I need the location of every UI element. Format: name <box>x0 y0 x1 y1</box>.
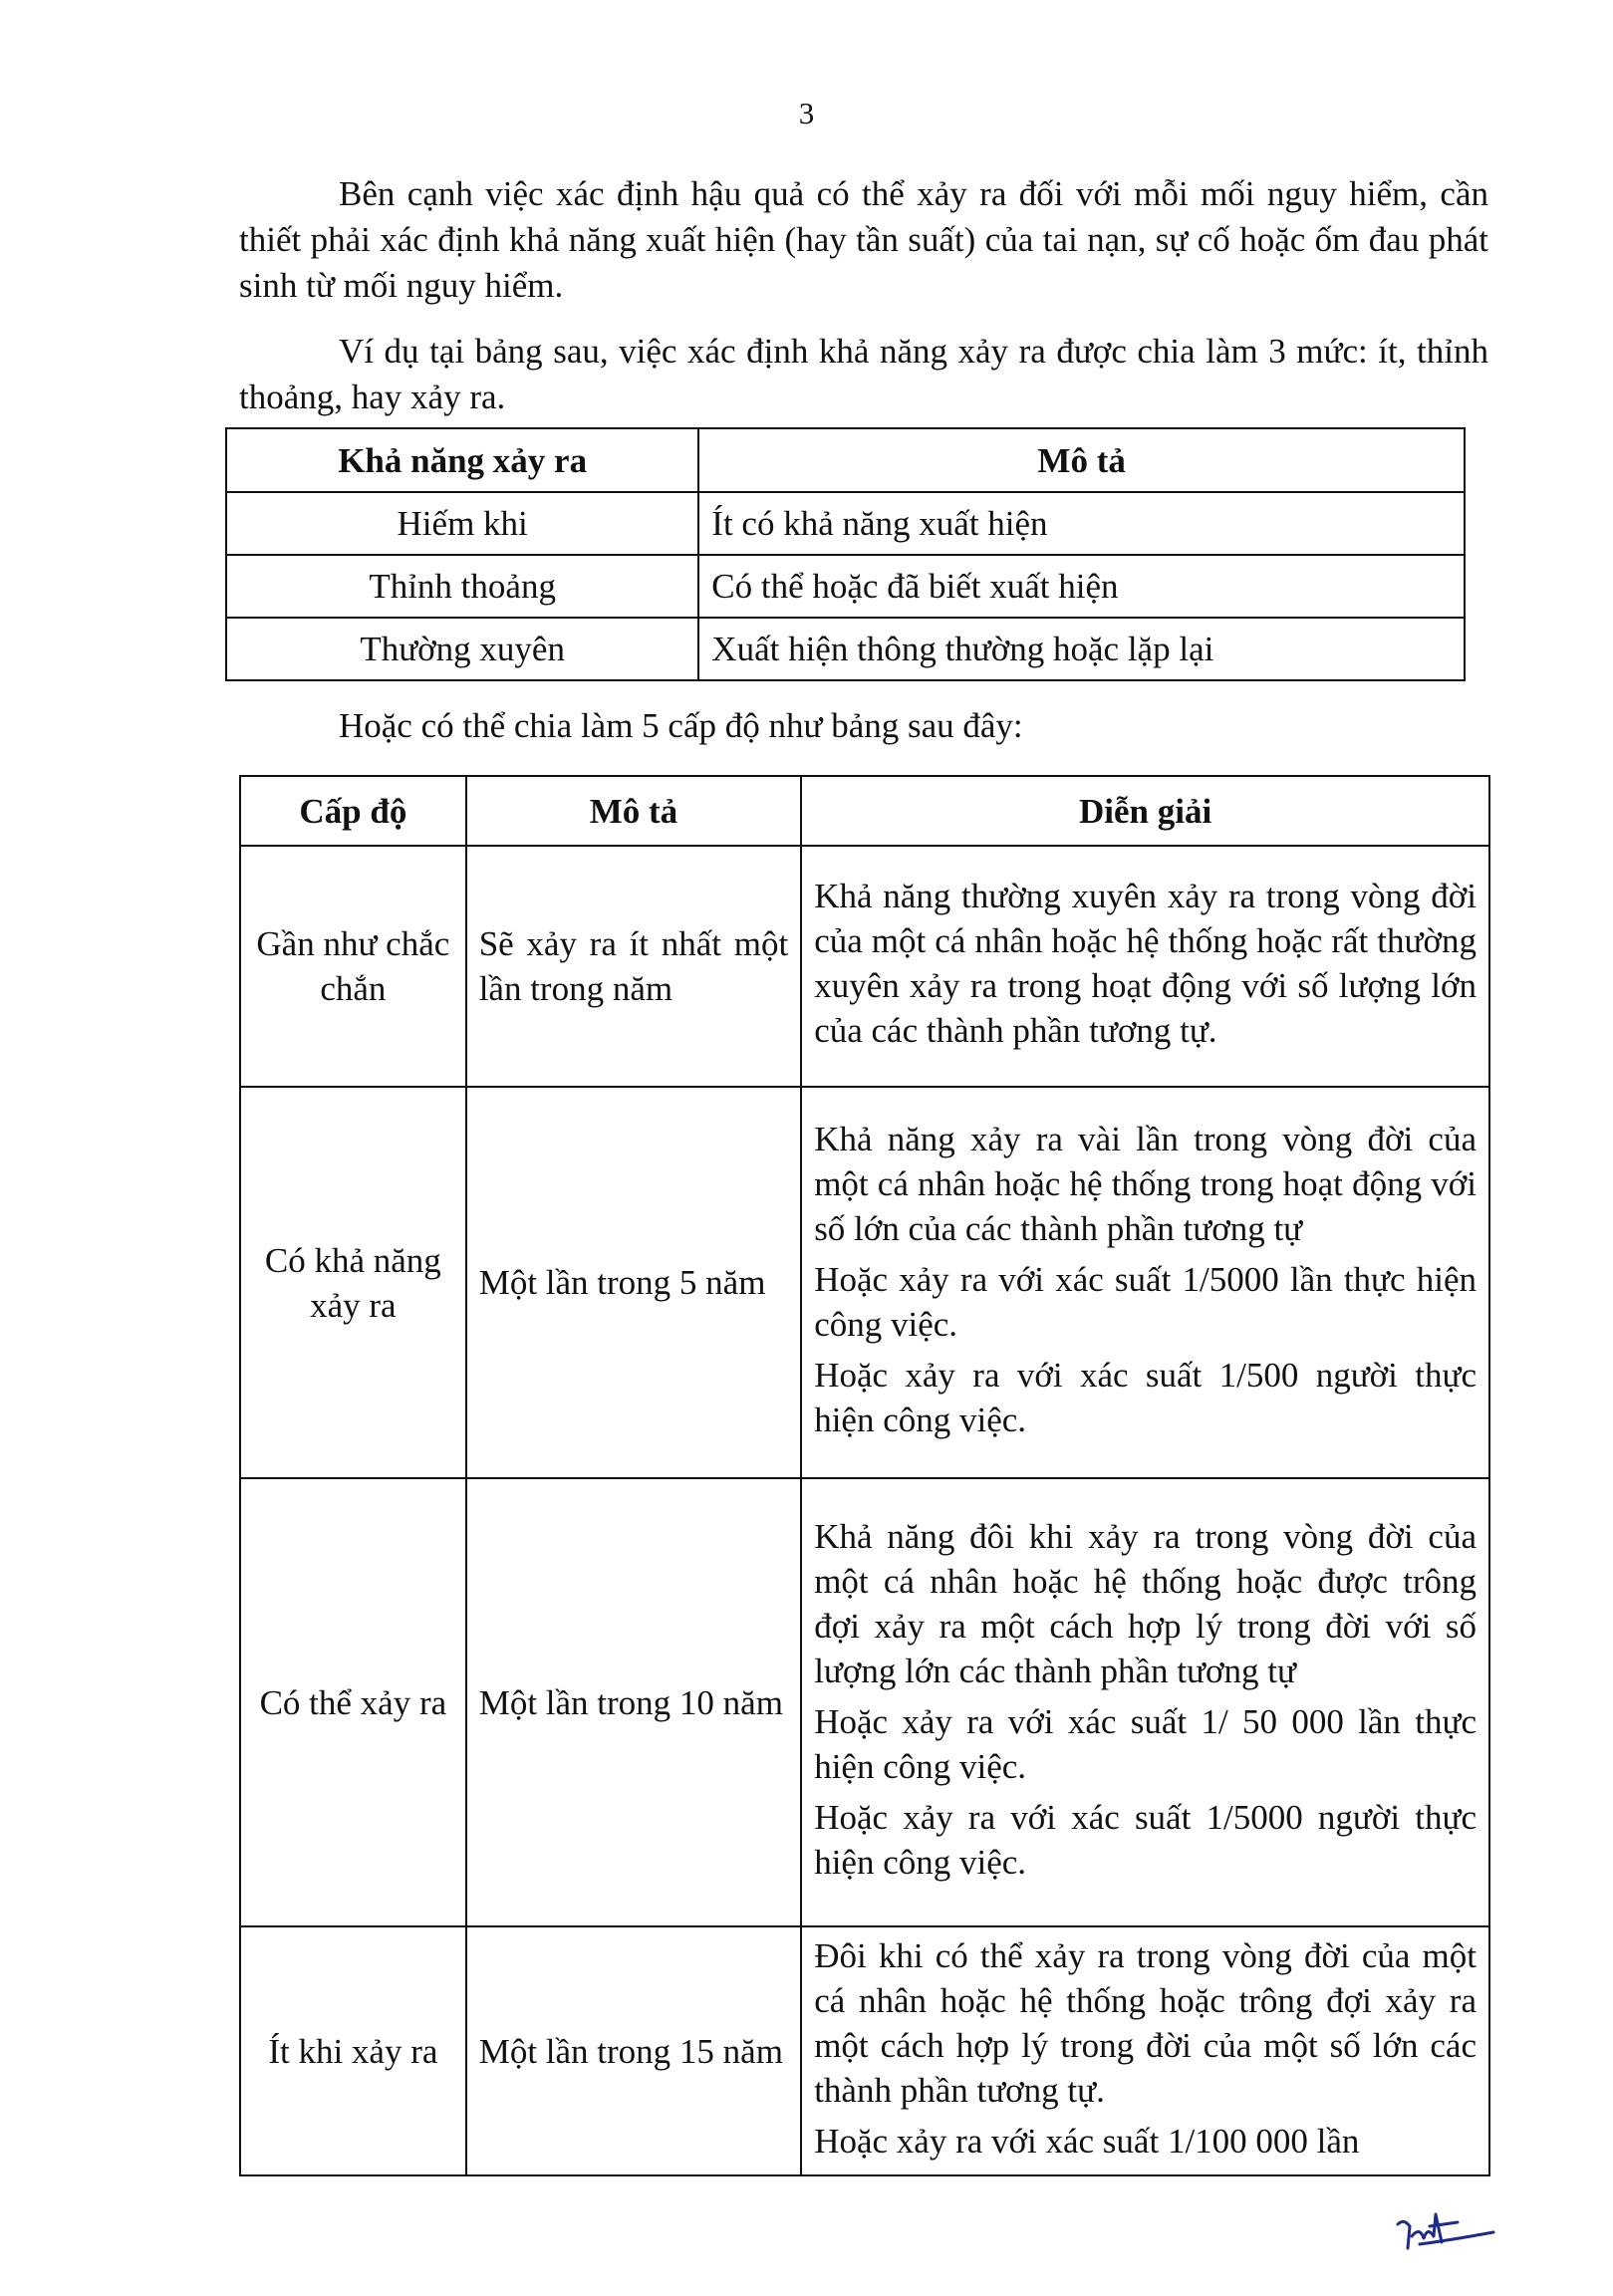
table-row <box>240 1926 1489 2175</box>
description-cell: Sẽ xảy ra ít nhất một lần trong năm <box>466 846 801 1087</box>
column-header-description: Mô tả <box>698 428 1465 492</box>
description-cell: Một lần trong 15 năm <box>466 1926 801 2175</box>
likelihood-cell: Hiếm khi <box>226 492 698 555</box>
explanation-text: Khả năng thường xuyên xảy ra trong vòng đời của một cá nhân hoặc hệ thống hoặc rất thường xuyên xảy ra trong hoạt động với số lượng lớn của các thành phần tương tự. <box>814 877 1477 1050</box>
description-cell: Một lần trong 10 năm <box>466 1478 801 1926</box>
column-header-description: Mô tả <box>466 776 801 846</box>
paragraph-five-levels <box>239 703 1488 749</box>
explanation-text: Hoặc xảy ra với xác suất 1/ 50 000 lần thực hiện công việc. <box>814 1702 1477 1786</box>
description-cell: Ít có khả năng xuất hiện <box>698 492 1465 555</box>
explanation-cell <box>801 846 1489 1087</box>
description-cell: Xuất hiện thông thường hoặc lặp lại <box>698 618 1465 680</box>
level-cell: Ít khi xảy ra <box>240 1926 466 2175</box>
explanation-text: Hoặc xảy ra với xác suất 1/5000 người thực hiện công việc. <box>814 1798 1477 1882</box>
column-header-likelihood: Khả năng xảy ra <box>226 428 698 492</box>
table-header-row <box>240 776 1489 846</box>
explanation-cell <box>801 1087 1489 1478</box>
explanation-text: Khả năng đôi khi xảy ra trong vòng đời của một cá nhân hoặc hệ thống hoặc được trông đợi xảy ra một cách hợp lý trong đời với số lượng lớn các thành phần tương tự <box>814 1517 1477 1690</box>
column-header-explanation: Diễn giải <box>801 776 1489 846</box>
handwritten-initials <box>1390 2196 1499 2256</box>
table-row <box>240 1087 1489 1478</box>
column-header-level: Cấp độ <box>240 776 466 846</box>
paragraph-three-levels <box>239 329 1488 420</box>
table-row <box>226 555 1465 618</box>
paragraph-text: Hoặc có thể chia làm 5 cấp độ như bảng sau đây: <box>339 706 1023 745</box>
level-cell: Có khả năng xảy ra <box>240 1087 466 1478</box>
explanation-text: Khả năng xảy ra vài lần trong vòng đời của một cá nhân hoặc hệ thống trong hoạt động với số lớn của các thành phần tương tự <box>814 1120 1477 1248</box>
explanation-text: Hoặc xảy ra với xác suất 1/5000 lần thực hiện công việc. <box>814 1260 1477 1344</box>
explanation-text: Hoặc xảy ra với xác suất 1/100 000 lần <box>814 2121 1360 2161</box>
table-row <box>226 618 1465 680</box>
paragraph-text: Bên cạnh việc xác định hậu quả có thể xảy ra đối với mỗi mối nguy hiểm, cần thiết phải xác định khả năng xuất hiện (hay tần suất) của tai nạn, sự cố hoặc ốm đau phát sinh từ mối nguy hiểm. <box>239 174 1488 305</box>
paragraph-consequence-likelihood <box>239 171 1488 309</box>
likelihood-cell: Thỉnh thoảng <box>226 555 698 618</box>
table-row <box>226 492 1465 555</box>
explanation-text: Đôi khi có thể xảy ra trong vòng đời của một cá nhân hoặc hệ thống hoặc trông đợi xảy ra một cách hợp lý trong đời của một số lớn các thành phần tương tự. <box>814 1935 1477 2110</box>
likelihood-3-level-table <box>225 427 1466 681</box>
table-row <box>240 1478 1489 1926</box>
likelihood-cell: Thường xuyên <box>226 618 698 680</box>
table-row <box>240 846 1489 1087</box>
table-header-row <box>226 428 1465 492</box>
explanation-cell <box>801 1478 1489 1926</box>
level-cell: Gần như chắc chắn <box>240 846 466 1087</box>
explanation-cell <box>801 1926 1489 2175</box>
level-cell: Có thể xảy ra <box>240 1478 466 1926</box>
description-cell: Một lần trong 5 năm <box>466 1087 801 1478</box>
paragraph-text: Ví dụ tại bảng sau, việc xác định khả năng xảy ra được chia làm 3 mức: ít, thỉnh thoảng, hay xảy ra. <box>239 332 1488 416</box>
likelihood-5-level-table <box>239 775 1490 2176</box>
description-cell: Có thể hoặc đã biết xuất hiện <box>698 555 1465 618</box>
explanation-text: Hoặc xảy ra với xác suất 1/500 người thực hiện công việc. <box>814 1356 1477 1439</box>
page-number: 3 <box>798 96 815 130</box>
